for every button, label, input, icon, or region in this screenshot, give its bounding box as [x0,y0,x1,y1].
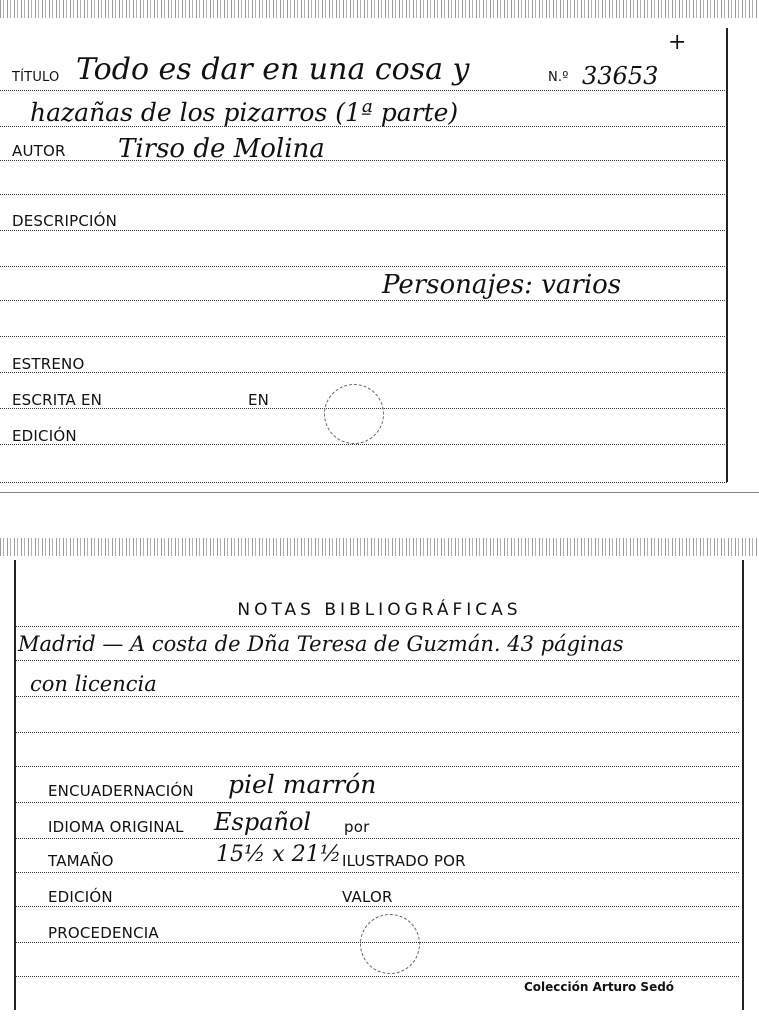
binding-handwritten: piel marrón [228,770,377,799]
edition-label: EDICIÓN [48,888,113,906]
illustrated-by-label: ILUSTRADO POR [342,852,466,870]
ruled-line [16,872,739,873]
value-label: VALOR [342,888,393,906]
card-separator [0,492,759,493]
author-label: AUTOR [12,142,66,160]
original-language-label: IDIOMA ORIGINAL [48,818,184,836]
title-handwritten-line1: Todo es dar en una cosa y [76,52,470,87]
notes-handwritten-line2: con licencia [30,672,157,696]
card-top-edge [0,538,759,556]
corner-mark: + [668,30,687,55]
ruled-line [16,766,739,767]
size-handwritten: 15½ x 21½ [216,842,342,867]
card-top-edge [0,0,759,18]
edition-label: EDICIÓN [12,427,77,445]
ruled-line [16,906,739,907]
notes-heading: NOTAS BIBLIOGRÁFICAS [237,600,522,620]
catalog-card-top [0,0,759,492]
description-handwritten: Personajes: varios [382,270,622,300]
notes-handwritten-line1: Madrid — A costa de Dña Teresa de Guzmán. 43 páginas [18,632,624,656]
ruled-line [0,482,727,483]
size-label: TAMAÑO [48,852,114,870]
written-in-label: ESCRITA EN [12,391,103,409]
ruled-line [16,696,739,697]
ruled-line [0,230,727,231]
in-label: EN [248,391,270,409]
catalog-card-bottom [0,538,759,1028]
ruled-line [16,976,739,977]
number-label: N.º [548,70,569,85]
ruled-line [0,444,727,445]
collection-footer: Colección Arturo Sedó [524,980,675,994]
description-label: DESCRIPCIÓN [12,212,118,230]
premiere-label: ESTRENO [12,355,85,373]
ruled-line [16,660,739,661]
title-label: TÍTULO [12,70,60,85]
title-handwritten-line2: hazañas de los pizarros (1ª parte) [30,98,459,127]
ruled-line [0,160,727,161]
author-handwritten: Tirso de Molina [118,134,325,164]
punch-hole [360,914,420,974]
ruled-line [16,838,739,839]
card-right-border [726,28,728,482]
punch-hole [324,384,384,444]
ruled-line [16,626,739,627]
ruled-line [0,90,727,91]
catalog-number: 33653 [582,62,659,90]
ruled-line [0,266,727,267]
ruled-line [16,802,739,803]
by-label: por [344,818,370,836]
ruled-line [0,194,727,195]
ruled-line [0,300,727,301]
ruled-line [16,732,739,733]
binding-label: ENCUADERNACIÓN [48,782,194,800]
provenance-label: PROCEDENCIA [48,924,159,942]
card-right-border [742,560,744,1010]
ruled-line [0,372,727,373]
language-handwritten: Español [214,808,312,836]
ruled-line [0,336,727,337]
